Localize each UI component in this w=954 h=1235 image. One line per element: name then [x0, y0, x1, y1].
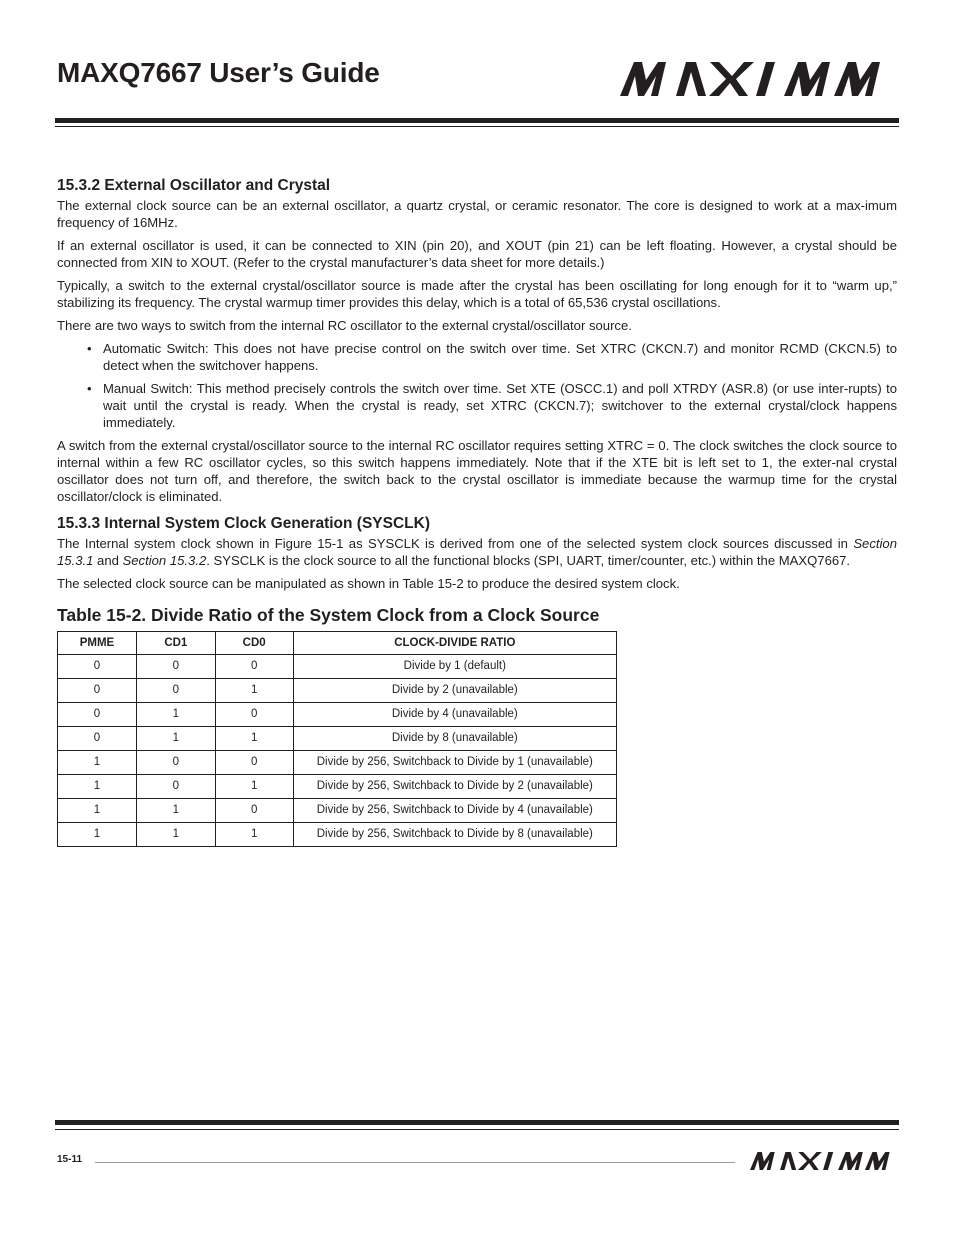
footer-rule-thick: [55, 1120, 899, 1125]
header-rule-thin: [55, 126, 899, 127]
page-title: MAXQ7667 User’s Guide: [57, 57, 380, 88]
table-cell: 1: [215, 775, 293, 799]
table-cell: 0: [215, 751, 293, 775]
table-body: [58, 655, 617, 847]
table-cell: 1: [215, 727, 293, 751]
table-cell: 1: [136, 823, 215, 847]
paragraph: There are two ways to switch from the internal RC oscillator to the external crystal/oscillator source.: [57, 318, 632, 333]
table-cell: Divide by 256, Switchback to Divide by 4 (unavailable): [293, 799, 616, 823]
text-run: . SYSCLK is the clock source to all the functional blocks (SPI, UART, timer/counter, etc.) within the MAXQ7667.: [206, 553, 851, 568]
main-content: [57, 176, 897, 847]
list-item: • Manual Switch: This method precisely controls the switch over time. Set XTE (OSCC.1) and poll XTRDY (ASR.8) (or use inter-rupts) to wait until the crystal is ready. When the crystal is ready, set XTRC (CKCN.7); switchover to the external crystal/clock happens immediately.: [103, 380, 897, 431]
column-header: CLOCK-DIVIDE RATIO: [293, 632, 616, 655]
text-run: The Internal system clock shown in Figure 15-1 as SYSCLK is derived from one of the selected system clock sources discussed in: [57, 536, 854, 551]
table-row: [58, 799, 617, 823]
column-header: CD0: [215, 632, 293, 655]
table-cell: 1: [215, 679, 293, 703]
table-row: [58, 727, 617, 751]
maxim-logo: [750, 1152, 895, 1170]
table-cell: 0: [58, 727, 137, 751]
table-cell: Divide by 8 (unavailable): [293, 727, 616, 751]
section-heading: 15.3.2 External Oscillator and Crystal: [57, 177, 331, 194]
table-cell: Divide by 256, Switchback to Divide by 8 (unavailable): [293, 823, 616, 847]
maxim-logo: [620, 62, 890, 96]
clock-divide-table: [57, 631, 617, 847]
paragraph: If an external oscillator is used, it can be connected to XIN (pin 20), and XOUT (pin 21) can be left floating. However, a crystal should be connected from XIN to XOUT. (Refer to the crystal manufacturer’s data sheet for more details.): [57, 238, 897, 270]
text-run: and: [93, 553, 123, 568]
table-cell: 0: [136, 679, 215, 703]
table-cell: 0: [58, 679, 137, 703]
column-header: PMME: [58, 632, 137, 655]
section-reference: Section 15.3.2: [122, 553, 207, 568]
table-cell: 0: [58, 703, 137, 727]
footer-rule-thin: [55, 1129, 899, 1130]
table-cell: 0: [58, 655, 137, 679]
table-row: [58, 751, 617, 775]
table-header-row: [58, 632, 617, 655]
table-cell: 0: [215, 655, 293, 679]
section-heading: 15.3.3 Internal System Clock Generation (SYSCLK): [57, 515, 430, 532]
table-cell: Divide by 2 (unavailable): [293, 679, 616, 703]
bullet-list: [57, 340, 897, 431]
table-cell: 1: [58, 823, 137, 847]
table-cell: 1: [58, 751, 137, 775]
paragraph: The selected clock source can be manipulated as shown in Table 15-2 to produce the desired system clock.: [57, 576, 680, 591]
table-cell: 0: [136, 751, 215, 775]
paragraph: Typically, a switch to the external crystal/oscillator source is made after the crystal has been oscillating for long enough for it to “warm up,” stabilizing its frequency. The crystal warmup timer provides this delay, which is a total of 65,536 crystal oscillations.: [57, 278, 897, 310]
list-item: • Automatic Switch: This does not have precise control on the switch over time. Set XTRC (CKCN.7) and monitor RCMD (CKCN.5) to detect when the switchover happens.: [103, 340, 897, 374]
table-cell: 1: [136, 703, 215, 727]
section-reference: Section 15.3.1: [57, 536, 897, 568]
table-cell: 0: [136, 775, 215, 799]
table-row: [58, 775, 617, 799]
paragraph: [57, 535, 897, 569]
paragraph: A switch from the external crystal/oscillator source to the internal RC oscillator requires setting XTRC = 0. The clock switches the clock source to internal within a few RC oscillator cycles, so this switch happens immediately. Note that if the XTE bit is left set to 1, the exter-nal crystal oscillator does not turn off, and therefore, the switch back to the crystal oscillator is immediate because the warmup time for the crystal oscillator/clock is eliminated.: [57, 438, 897, 504]
table-cell: 1: [136, 799, 215, 823]
table-cell: 0: [136, 655, 215, 679]
table-row: [58, 703, 617, 727]
table-cell: Divide by 256, Switchback to Divide by 1 (unavailable): [293, 751, 616, 775]
table-row: [58, 679, 617, 703]
table-cell: 0: [215, 799, 293, 823]
table-title: Table 15-2. Divide Ratio of the System Clock from a Clock Source: [57, 605, 600, 625]
column-header: CD1: [136, 632, 215, 655]
header-rule-thick: [55, 118, 899, 123]
table-cell: 1: [215, 823, 293, 847]
table-row: [58, 655, 617, 679]
page-number: 15-11: [57, 1154, 83, 1165]
footer-divider: [95, 1162, 735, 1163]
table-cell: 1: [58, 775, 137, 799]
table-cell: 0: [215, 703, 293, 727]
table-cell: 1: [136, 727, 215, 751]
table-cell: Divide by 256, Switchback to Divide by 2 (unavailable): [293, 775, 616, 799]
paragraph: The external clock source can be an external oscillator, a quartz crystal, or ceramic resonator. The core is designed to work at a max-imum frequency of 16MHz.: [57, 198, 897, 230]
table-row: [58, 823, 617, 847]
table-cell: Divide by 1 (default): [293, 655, 616, 679]
table-cell: 1: [58, 799, 137, 823]
table-cell: Divide by 4 (unavailable): [293, 703, 616, 727]
